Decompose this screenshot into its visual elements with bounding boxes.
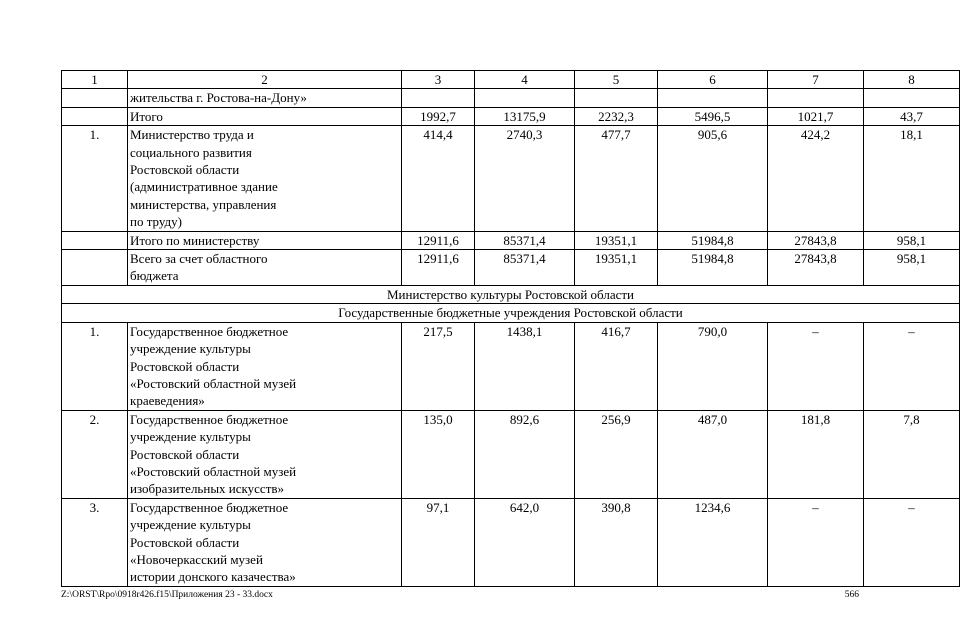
col-header-6: 6 xyxy=(658,71,768,89)
cell-col5: 19351,1 xyxy=(575,231,658,249)
cell-col8: 958,1 xyxy=(864,250,960,286)
cell-col4: 1438,1 xyxy=(475,322,575,410)
cell-col6 xyxy=(658,89,768,107)
cell-col8 xyxy=(864,89,960,107)
table-row xyxy=(62,498,960,586)
row-number: 1. xyxy=(62,322,128,410)
cell-col4: 85371,4 xyxy=(475,250,575,286)
row-number xyxy=(62,250,128,286)
cell-col6: 487,0 xyxy=(658,410,768,498)
cell-col7: – xyxy=(768,322,864,410)
row-number: 1. xyxy=(62,126,128,231)
col-header-4: 4 xyxy=(475,71,575,89)
row-name: Итого xyxy=(128,107,402,125)
cell-col5: 2232,3 xyxy=(575,107,658,125)
cell-col5 xyxy=(575,89,658,107)
col-header-8: 8 xyxy=(864,71,960,89)
cell-col5: 416,7 xyxy=(575,322,658,410)
row-name: жительства г. Ростова-на-Дону» xyxy=(128,89,402,107)
row-name: Государственное бюджетное учреждение культуры Ростовской области «Ростовский областной музей краеведения» xyxy=(128,322,402,410)
cell-col8: – xyxy=(864,322,960,410)
cell-col7: 27843,8 xyxy=(768,250,864,286)
row-number: 3. xyxy=(62,498,128,586)
section-title-row xyxy=(62,285,960,303)
page-footer xyxy=(61,590,859,600)
cell-col3: 135,0 xyxy=(402,410,475,498)
appendix-table xyxy=(61,70,960,587)
col-header-1: 1 xyxy=(62,71,128,89)
cell-col8: 958,1 xyxy=(864,231,960,249)
col-header-2: 2 xyxy=(128,71,402,89)
cell-col8: – xyxy=(864,498,960,586)
table-row xyxy=(62,126,960,231)
cell-col3: 217,5 xyxy=(402,322,475,410)
table-row xyxy=(62,322,960,410)
cell-col8: 18,1 xyxy=(864,126,960,231)
cell-col6: 5496,5 xyxy=(658,107,768,125)
cell-col6: 790,0 xyxy=(658,322,768,410)
cell-col6: 51984,8 xyxy=(658,231,768,249)
row-number xyxy=(62,107,128,125)
table-row xyxy=(62,250,960,286)
cell-col8: 43,7 xyxy=(864,107,960,125)
row-number xyxy=(62,89,128,107)
row-number: 2. xyxy=(62,410,128,498)
cell-col3: 97,1 xyxy=(402,498,475,586)
cell-col4: 642,0 xyxy=(475,498,575,586)
table-row xyxy=(62,410,960,498)
col-header-3: 3 xyxy=(402,71,475,89)
row-name: Министерство труда и социального развития Ростовской области (административное здание министерства, управления по труду) xyxy=(128,126,402,231)
cell-col3: 12911,6 xyxy=(402,231,475,249)
table-row xyxy=(62,231,960,249)
cell-col3: 414,4 xyxy=(402,126,475,231)
row-name: Государственное бюджетное учреждение культуры Ростовской области «Ростовский областной музей изобразительных искусств» xyxy=(128,410,402,498)
cell-col4 xyxy=(475,89,575,107)
cell-col4: 2740,3 xyxy=(475,126,575,231)
table-row xyxy=(62,107,960,125)
table-row xyxy=(62,89,960,107)
cell-col5: 477,7 xyxy=(575,126,658,231)
section-title-institutions: Государственные бюджетные учреждения Ростовской области xyxy=(62,304,960,322)
cell-col5: 390,8 xyxy=(575,498,658,586)
cell-col3 xyxy=(402,89,475,107)
row-name: Государственное бюджетное учреждение культуры Ростовской области «Новочеркасский музей истории донского казачества» xyxy=(128,498,402,586)
cell-col7: 181,8 xyxy=(768,410,864,498)
cell-col8: 7,8 xyxy=(864,410,960,498)
row-name: Всего за счет областного бюджета xyxy=(128,250,402,286)
file-path: Z:\ORST\Rpo\0918r426.f15\Приложения 23 - 33.docx xyxy=(61,590,273,600)
cell-col7: 1021,7 xyxy=(768,107,864,125)
cell-col4: 13175,9 xyxy=(475,107,575,125)
cell-col5: 256,9 xyxy=(575,410,658,498)
cell-col7 xyxy=(768,89,864,107)
cell-col7: 424,2 xyxy=(768,126,864,231)
cell-col7: – xyxy=(768,498,864,586)
cell-col5: 19351,1 xyxy=(575,250,658,286)
cell-col4: 892,6 xyxy=(475,410,575,498)
cell-col3: 12911,6 xyxy=(402,250,475,286)
cell-col6: 1234,6 xyxy=(658,498,768,586)
cell-col6: 905,6 xyxy=(658,126,768,231)
row-number xyxy=(62,231,128,249)
cell-col4: 85371,4 xyxy=(475,231,575,249)
page-number: 566 xyxy=(844,590,859,600)
section-title-ministry: Министерство культуры Ростовской области xyxy=(62,285,960,303)
cell-col3: 1992,7 xyxy=(402,107,475,125)
row-name: Итого по министерству xyxy=(128,231,402,249)
cell-col7: 27843,8 xyxy=(768,231,864,249)
section-title-row xyxy=(62,304,960,322)
cell-col6: 51984,8 xyxy=(658,250,768,286)
column-number-row xyxy=(62,71,960,89)
col-header-7: 7 xyxy=(768,71,864,89)
col-header-5: 5 xyxy=(575,71,658,89)
